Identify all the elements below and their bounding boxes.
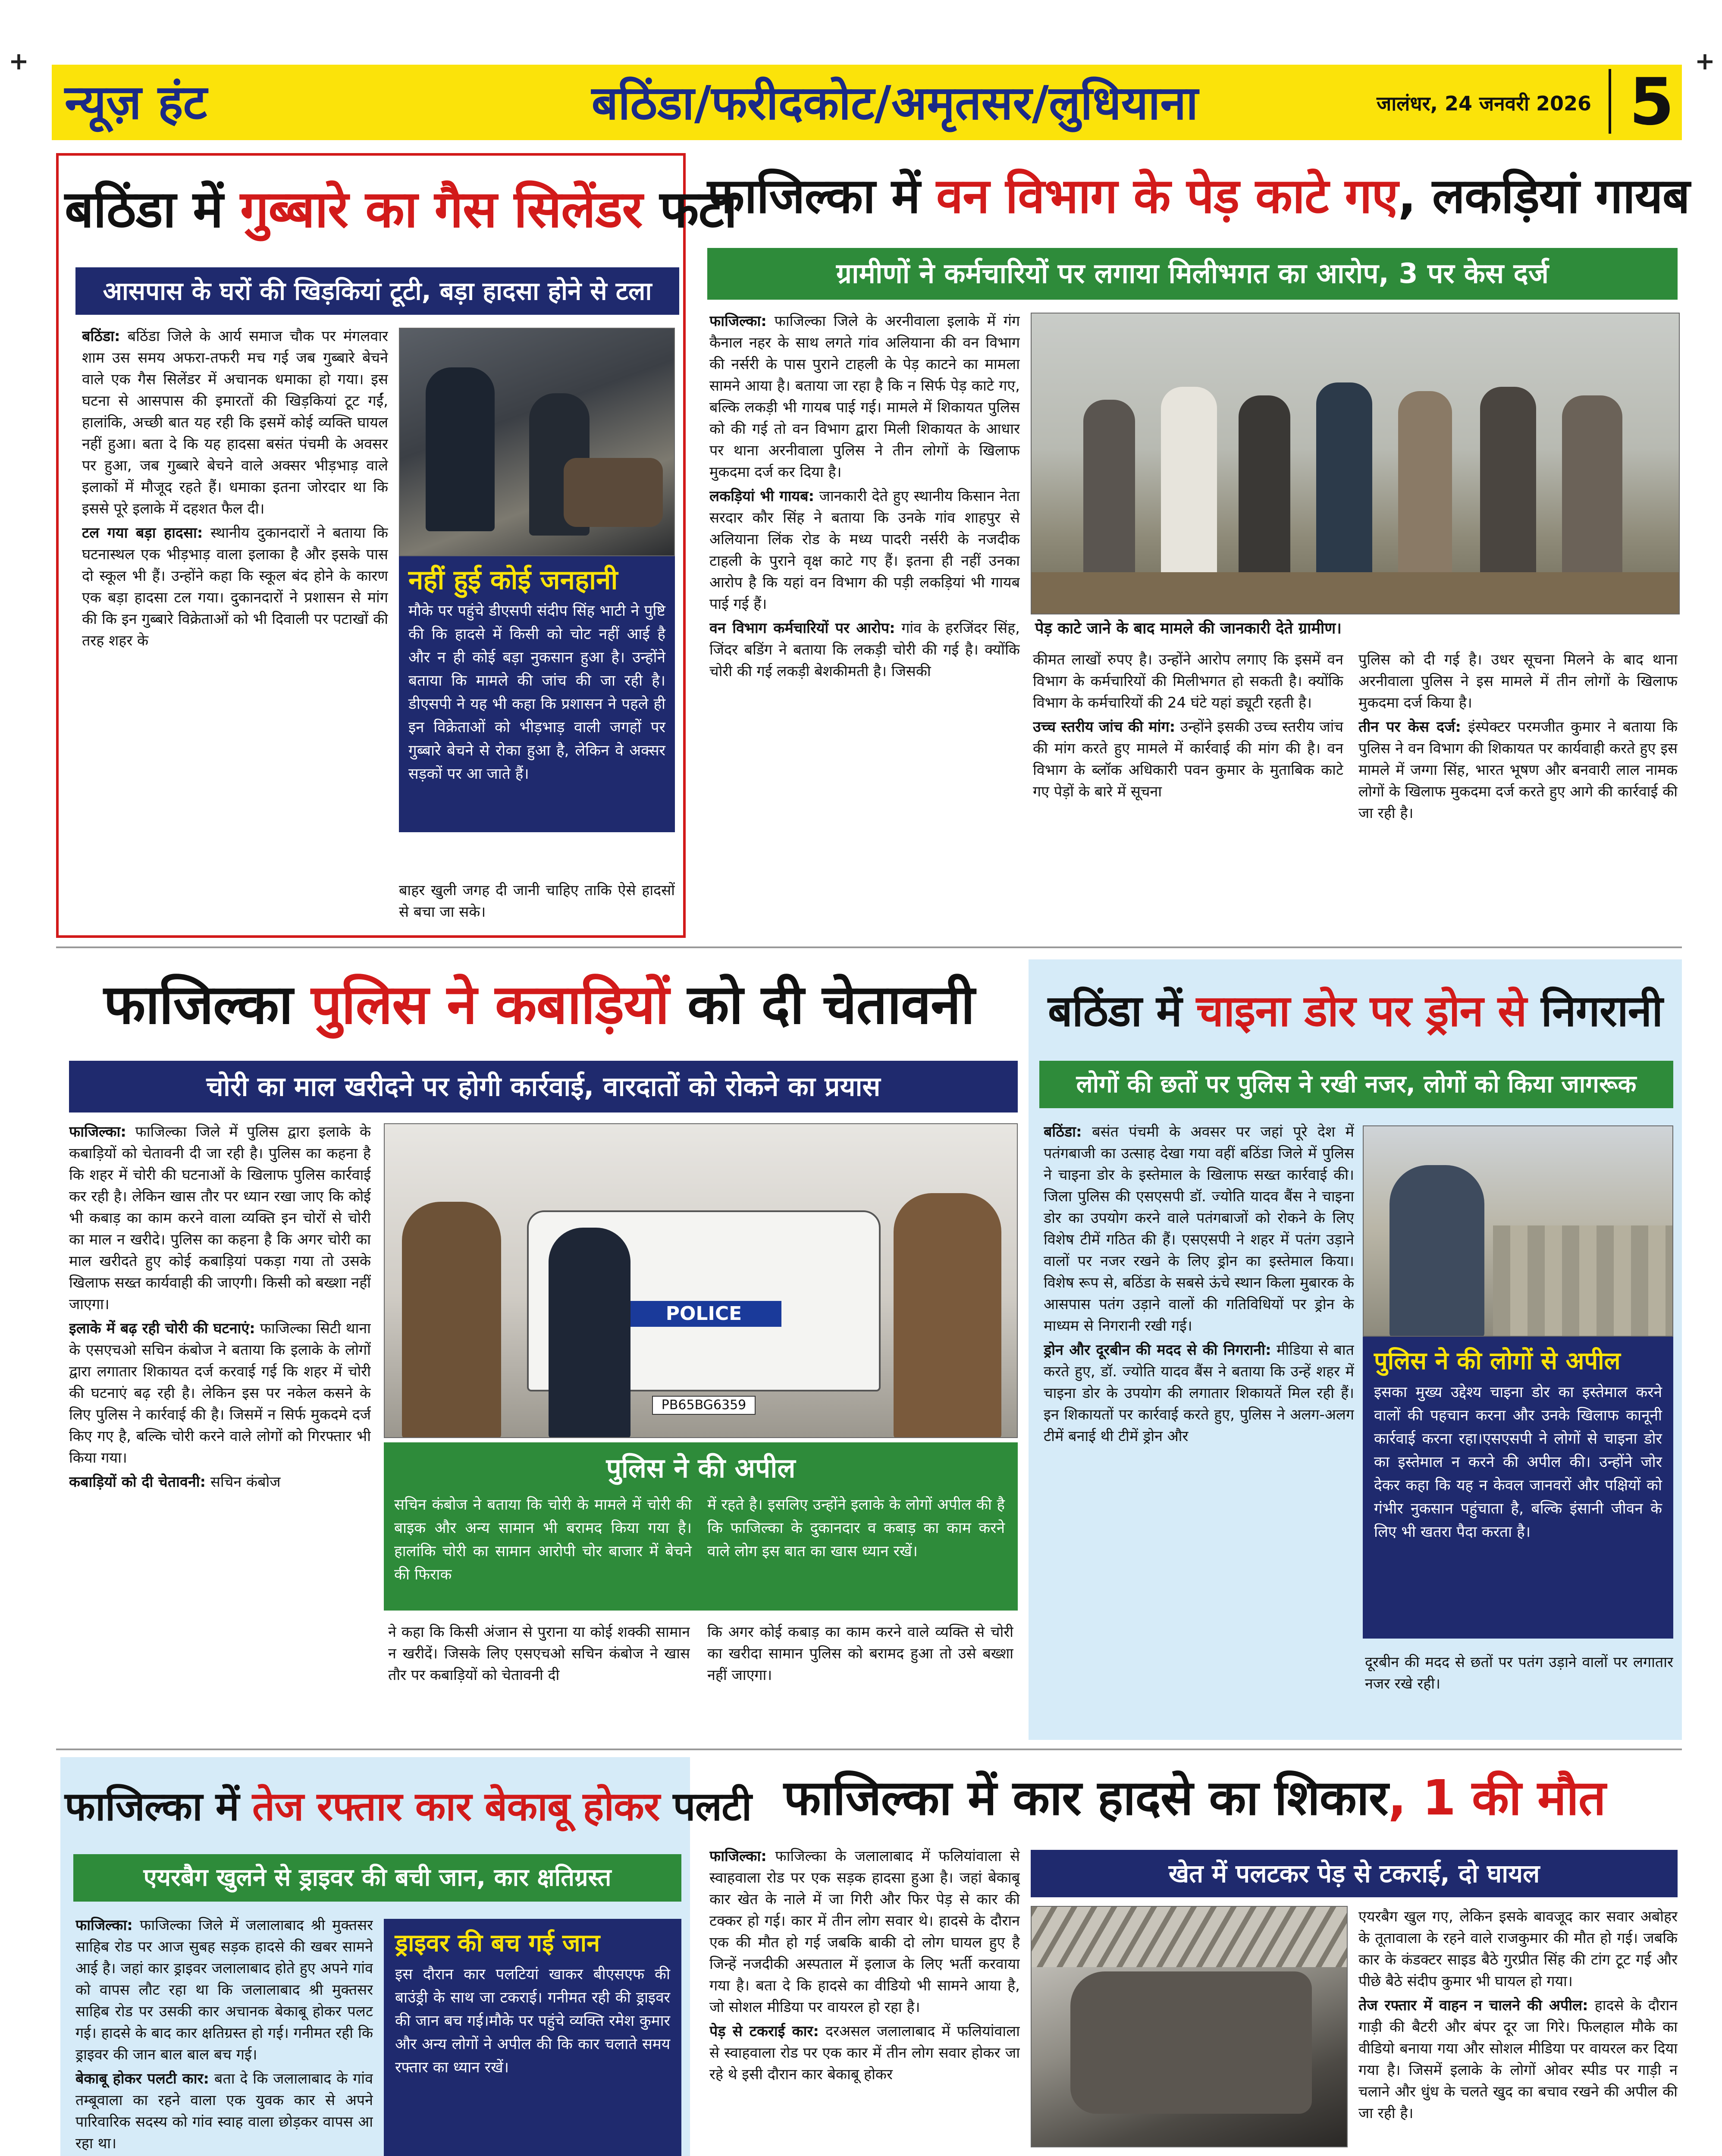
story2-para2: जानकारी देते हुए स्थानीय किसान नेता सरदार कौर सिंह ने बताया कि उनके गांव शाहपुर से अलियाना लिंक रोड के मध्य पादरी नर्सरी के नजदीक टाहली के पुराने वृक्ष काटे गए हैं। इतना ही नहीं उनका आरोप है कि यहां वन विभाग की पड़ी लकड़ियां भी गायब पाई गई हैं।: [709, 488, 1020, 613]
story6-column3: [1358, 1906, 1678, 2156]
story1-subhead: आसपास के घरों की खिड़कियां टूटी, बड़ा हादसा होने से टला: [75, 267, 679, 315]
rule-2: [56, 1749, 1682, 1750]
story3-para3: सचिन कंबोज: [210, 1473, 281, 1491]
story2-subhead: ग्रामीणों ने कर्मचारियों पर लगाया मिलीभगत का आरोप, 3 पर केस दर्ज: [707, 248, 1678, 300]
story1-column1: [82, 326, 388, 929]
story3-headline-a: फाजिल्का: [104, 973, 293, 1036]
story3-infobox-col2: में रहते है। इसलिए उन्होंने इलाके के लोगों अपील की है कि फाजिल्का के दुकानदार व कबाड़ का काम करने वाले लोग इस बात का खास ध्यान रखें।: [707, 1496, 1005, 1560]
story5-subhead: एयरबैग खुलने से ड्राइवर की बची जान, कार क्षतिग्रस्त: [73, 1854, 681, 1902]
story6-photo-branches: [1032, 1907, 1348, 1967]
story2-col3-para1: पुलिस को दी गई है। उधर सूचना मिलने के बाद थाना अरनीवाला पुलिस ने इस मामले में तीन लोगों के खिलाफ मुकदमा दर्ज किया है।: [1358, 651, 1678, 711]
story4-column1: [1044, 1121, 1354, 1733]
story1-photo-debris: [564, 458, 663, 527]
story2-column3: [1358, 649, 1678, 934]
story2-photo-person3: [1239, 395, 1290, 602]
story2-crosshead3: उच्च स्तरीय जांच की मांग:: [1033, 718, 1176, 736]
story4-crosshead: ड्रोन और दूरबीन की मदद से की निगरानी:: [1044, 1341, 1271, 1359]
logo-text: न्यूज़ हंट: [65, 75, 207, 130]
story3-para1: फाजिल्का जिले में पुलिस द्वारा इलाके के कबाड़ियों को चेतावनी दी जा रही है। पुलिस का कहना है कि शहर में चोरी की घटनाओं के खिलाफ पुलिस कार्रवाई कर रही है। लेकिन खास तौर पर ध्यान रखा जाए कि कोई भी कबाड़ का काम करने वाला व्यक्ति इन चोरों से चोरी का माल न खरीदे। पुलिस का कहना है कि अगर चोरी का माल खरीदते हुए कोई कबाड़ियां पकड़ा गया तो उसके खिलाफ सख्त कार्यवाही की जाएगी। किसी को बख्शा नहीं जाएगा।: [69, 1123, 371, 1313]
story3-column2-tail: ने कहा कि किसी अंजान से पुराना या कोई शक्की सामान न खरीदें। जिसके लिए एसएचओ सचिन कंबोज ने खास तौर पर कबाड़ियों को चेतावनी दी: [388, 1623, 690, 1684]
story3-column3-tail: कि अगर कोई कबाड़ का काम करने वाले व्यक्ति से चोरी का खरीदा सामान पुलिस को बरामद हुआ तो उसे बख्शा नहीं जाएगा।: [707, 1623, 1013, 1684]
story5-para2: बता दे कि जलालाबाद के गांव तम्बूवाला का रहने वाला एक युवक कार से अपने पारिवारिक सदस्य को गांव स्वाह वाला छोड़कर वापस आ रहा था।: [75, 2070, 373, 2152]
story1-photo-figure: [426, 367, 495, 531]
story1-headline: [65, 172, 737, 246]
story4-para1: बसंत पंचमी के अवसर पर जहां पूरे देश में पतंगबाजी का उत्साह देखा गया वहीं बठिंडा जिले में पुलिस ने चाइना डोर के इस्तेमाल के खिलाफ सख्त कार्रवाई की। जिला पुलिस की एसएसपी डॉ. ज्योति यादव बैंस ने चाइना डोर का उपयोग करने वाले पतंगबाजों को रोकने के लिए विशेष टीमें गठित की हैं। एसएसपी ने शहर में पतंग उड़ाने वालों पर नजर रखने के लिए ड्रोन का इस्तेमाल किया। विशेष रूप से, बठिंडा के सबसे ऊंचे स्थान किला मुबारक के आसपास पतंग उड़ाने वालों की गतिविधियों पर ड्रोन के माध्यम से निगरानी रखी गई।: [1044, 1123, 1354, 1335]
story5-headline-a: फाजिल्का में: [65, 1783, 239, 1830]
story2-para1: फाजिल्का जिले के अरनीवाला इलाके में गंग कैनाल नहर के साथ लगते गांव अलियाना की वन विभाग की नर्सरी के पास पुराने टाहली के पेड़ काटने का मामला सामने आया है। बताया जा रहा है कि न सिर्फ पेड़ काटे गए, बल्कि लकड़ी भी गायब पाई गई। मामले में शिकायत पुलिस को की गई तो वन विभाग द्वारा मिली शिकायत के आधार पर थाना अरनीवाला पुलिस ने तीन लोगों के खिलाफ मुकदमा दर्ज कर दिया है।: [709, 313, 1020, 481]
story1-dateline: बठिंडा:: [82, 328, 120, 345]
story5-headline-b: तेज रफ्तार कार बेकाबू होकर: [252, 1783, 660, 1830]
registration-mark-top-left: +: [9, 47, 29, 75]
story4-para2: मीडिया से बात करते हुए, डॉ. ज्योति यादव बैंस ने बताया कि उन्हें शहर में चाइना डोर के उपयोग की लगातार शिकायतें मिल रही हैं। इन शिकायतों पर कार्रवाई करते हुए, पुलिस ने अलग-अलग टीमें बनाई थी टीमें ड्रोन और: [1044, 1341, 1354, 1445]
story5-column1: [75, 1915, 373, 2156]
story2-col3-para2: इंस्पेक्टर परमजीत कुमार ने बताया कि पुलिस ने वन विभाग की शिकायत पर कार्यवाही करते हुए इस मामले में जग्गा सिंह, भारत भूषण और बनवारी लाल नामक लोगों के खिलाफ मुकदमा दर्ज करते हुए आगे की कार्रवाई की जा रही है।: [1358, 718, 1678, 822]
edition-title: बठिंडा/फरीदकोट/अमृतसर/लुधियाना: [591, 76, 1198, 130]
story1-infobox: [399, 556, 675, 832]
story4-subhead: लोगों की छतों पर पुलिस ने रखी नजर, लोगों को किया जागरूक: [1039, 1061, 1673, 1108]
story4-column2-tail: दूरबीन की मदद से छतों पर पतंग उड़ाने वालों पर लगातार नजर रखे रही।: [1365, 1654, 1673, 1692]
story4-dateline: बठिंडा:: [1044, 1123, 1082, 1141]
story2-photo-person4: [1316, 382, 1372, 602]
story6-para1: फाजिल्का के जलालाबाद में फलियांवाला से स्वाहवाला रोड पर एक सड़क हादसा हुआ है। जहां बेकाबू कार खेत के नाले में जा गिरी और फिर पेड़ से कार की टक्कर हो गई। कार में तीन लोग सवार थे। हादसे के दौरान एक की मौत हो गई जबकि बाकी दो लोग घायल हुए है जिन्हें नजदीकी अस्पताल में इलाज के लिए भर्ती करवाया गया है। बता दे कि हादसे का वीडियो भी सामने आया है, जो सोशल मीडिया पर वायरल हो रहा है।: [709, 1848, 1020, 2016]
story6-headline-b: , 1 की मौत: [1388, 1770, 1606, 1826]
story3-crosshead2: कबाड़ियों को दी चेतावनी:: [69, 1473, 206, 1491]
story2-photo-logs: [1032, 572, 1680, 614]
masthead-divider: [1609, 69, 1611, 134]
story3-dateline: फाजिल्का:: [69, 1123, 126, 1141]
story4-photo-rooftops: [1493, 1225, 1673, 1337]
story5-para1: फाजिल्का जिले में जलालाबाद श्री मुक्तसर साहिब रोड पर आज सुबह सड़क हादसे की खबर सामने आई है। जहां कार ड्राइवर जलालाबाद होते हुए अपने गांव को वापस लौट रहा था कि जलालाबाद श्री मुक्तसर साहिब रोड पर उसकी कार अचानक बेकाबू होकर पलट गई। हादसे के बाद कार क्षतिग्रस्त हो गई। गनीमत रही कि ड्राइवर की जान बाल बाल बच गई।: [75, 1917, 373, 2063]
story2-photo-person6: [1480, 387, 1536, 602]
story2-headline-c: , लकड़ियां गायब: [1398, 168, 1690, 224]
rule-1: [56, 946, 1682, 948]
story2-crosshead4: तीन पर केस दर्ज:: [1358, 718, 1461, 736]
story6-headline: [707, 1759, 1682, 1837]
story2-headline-b: वन विभाग के पेड़ काटे गए: [936, 168, 1398, 224]
story6-subhead: खेत में पलटकर पेड़ से टकराई, दो घायल: [1031, 1850, 1678, 1897]
story1-infobox-text: मौके पर पहुंचे डीएसपी संदीप सिंह भाटी ने पुष्टि की कि हादसे में किसी को चोट नहीं आई है और न ही कोई बड़ा नुकसान हुआ है। उन्होंने बताया कि मामले की जांच की जा रही है। डीएसपी ने यह भी कहा कि प्रशासन ने पहले ही इन विक्रेताओं को भीड़भाड़ वाली जगहों पर गुब्बारे बेचने से रोका हुआ है, लेकिन वे अक्सर सड़कों पर आ जाते हैं।: [408, 602, 665, 783]
story2-crosshead1: लकड़ियां भी गायब:: [709, 488, 815, 505]
story2-dateline: फाजिल्का:: [709, 313, 767, 330]
story3-photo-plate: PB65BG6359: [652, 1396, 756, 1415]
masthead-logo: [65, 67, 289, 138]
story1-headline-b: गुब्बारे का गैस सिलेंडर: [240, 179, 643, 239]
story3-column1: [69, 1121, 371, 1738]
story4-headline-c: निगरानी: [1541, 986, 1663, 1036]
story2-column2: [1033, 649, 1343, 934]
story3-photo: [384, 1123, 1018, 1438]
story1-crosshead: टल गया बड़ा हादसा:: [82, 524, 203, 542]
story2-crosshead2: वन विभाग कर्मचारियों पर आरोप:: [709, 620, 895, 637]
story6-column1: [709, 1846, 1020, 2156]
story3-headline: [60, 962, 1018, 1048]
story3-headline-b: पुलिस ने कबाड़ियों: [311, 973, 669, 1036]
story6-crosshead3: तेज रफ्तार में वाहन न चालने की अपील:: [1358, 1997, 1588, 2014]
story4-infobox-text: इसका मुख्य उद्देश्य चाइना डोर का इस्तेमाल करने वालों की पहचान करना और उनके खिलाफ कानूनी कार्रवाई करना रहा।एसएसपी ने लोगों से चाइना डोर का इस्तेमाल न करने की अपील की। उन्होंने जोर देकर कहा कि यह न केवल जानवरों और पक्षियों को गंभीर नुकसान पहुंचाता है, बल्कि इंसानी जीवन के लिए भी खतरा पैदा करता है।: [1374, 1384, 1662, 1541]
registration-mark-top-right: +: [1695, 47, 1715, 75]
story2-headline: [707, 160, 1690, 233]
story2-photo: [1031, 313, 1680, 614]
story1-photo: [399, 328, 675, 556]
story2-column1: [709, 310, 1020, 936]
story6-photo: [1031, 1906, 1348, 2147]
story3-subhead: चोरी का माल खरीदने पर होगी कार्रवाई, वारदातों को रोकने का प्रयास: [69, 1061, 1018, 1112]
story2-col2-para1: कीमत लाखों रुपए है। उन्होंने आरोप लगाए कि इसमें वन विभाग के कर्मचारियों की मिलीभगत हो सकती है। क्योंकि विभाग के कर्मचारियों की 24 घंटे यहां ड्यूटी रहती है।: [1033, 651, 1343, 711]
story3-infobox: [384, 1442, 1018, 1611]
page-number: 5: [1629, 65, 1675, 140]
story3-photo-officer2: [549, 1228, 630, 1438]
story5-headline-c: पलटी: [673, 1783, 752, 1830]
story2-photo-person7: [1562, 395, 1622, 602]
story1-headline-a: बठिंडा में: [65, 179, 223, 239]
story3-photo-officer1: [402, 1202, 501, 1438]
story4-headline: [1033, 975, 1678, 1048]
story6-col3-para1: एयरबैग खुल गए, लेकिन इसके बावजूद कार सवार अबोहर के तूतावाला के रहने वाले राजकुमार की मौत हो गई। जबकि कार के कंडक्टर साइड बैठे गुरप्रीत सिंह की टांग टूट गई और पीछे बैठे संदीप कुमार भी घायल हो गया।: [1358, 1908, 1678, 1990]
story2-col2-para2: उन्होंने इसकी उच्च स्तरीय जांच की मांग करते हुए मामले में कार्रवाई की मांग की है। वन विभाग के ब्लॉक अधिकारी पवन कुमार के मुताबिक काटे गए पेड़ों के बारे में सूचना: [1033, 718, 1343, 800]
story2-photo-person2: [1161, 387, 1217, 602]
story5-crosshead: बेकाबू होकर पलटी कार:: [75, 2070, 210, 2087]
story1-column2-tail: बाहर खुली जगह दी जानी चाहिए ताकि ऐसे हादसों से बचा जा सके।: [399, 882, 675, 921]
story2-para3: गांव के हरजिंदर सिंह, जिंदर बडिंग ने बताया कि लकड़ी चोरी की गई है। क्योंकि चोरी की गई लकड़ी बेशकीमती है। जिसकी: [709, 620, 1020, 680]
story6-headline-a: फाजिल्का में कार हादसे का शिकार: [784, 1770, 1388, 1826]
story6-para2: दरअसल जलालाबाद में फलियांवाला से स्वाहवाला रोड पर एक कार में तीन लोग सवार होकर जा रहे थे इसी दौरान कार बेकाबू होकर: [709, 2023, 1020, 2083]
story6-dateline: फाजिल्का:: [709, 1848, 767, 1865]
story5-infobox-title: ड्राइवर की बच गई जान: [395, 1929, 600, 1957]
story1-para2: स्थानीय दुकानदारों ने बताया कि घटनास्थल एक भीड़भाड़ वाला इलाका है और इसके पास दो स्कूल भी हैं। उन्होंने कहा कि स्कूल बंद होने के कारण एक बड़ा हादसा टल गया। दुकानदारों ने प्रशासन से मांग की कि इन गुब्बारे विक्रेताओं को भी दिवाली पर पटाखों की तरह शहर के: [82, 524, 388, 649]
story3-photo-vehicle-label: POLICE: [626, 1301, 781, 1327]
story1-headline-c: फटा: [659, 179, 737, 239]
story3-crosshead1: इलाके में बढ़ रही चोरी की घटनाएं:: [69, 1320, 255, 1337]
story1-para1: बठिंडा जिले के आर्य समाज चौक पर मंगलवार शाम उस समय अफरा-तफरी मच गई जब गुब्बारे बेचने वाले एक गैस सिलेंडर में अचानक धमाका हो गया। इस घटना से आसपास की इमारतों की खिड़कियां टूट गईं, हालांकि, अच्छी बात यह रही कि इसमें कोई व्यक्ति घायल नहीं हुआ। बता दे कि यह हादसा बसंत पंचमी के अवसर पर हुआ, जब गुब्बारे बेचने वाले अक्सर भीड़भाड़ वाले इलाकों में मौजूद रहते हैं। धमाका इतना जोरदार था कि इससे पूरे इलाके में दहशत फैल दी।: [82, 328, 388, 517]
story5-infobox: [384, 1919, 681, 2156]
story6-col3-para2: हादसे के दौरान गाड़ी की बैटरी और बंपर दूर जा गिरे। फिलहाल मौके का वीडियो बनाया गया और सोशल मीडिया पर वायरल कर दिया गया है। जिसमें इलाके के लोगों ओवर स्पीड पर गाड़ी न चलाने और धुंध के चलते खुद का बचाव रखने की अपील की जा रही है।: [1358, 1997, 1678, 2122]
story3-para2: फाजिल्का सिटी थाना के एसएचओ सचिन कंबोज ने बताया कि इलाके के लोगों द्वारा लगातार शिकायत दर्ज करवाई गई कि शहर में चोरी की घटनाएं बढ़ रही है। लेकिन इस पर नकेल कसने के लिए पुलिस ने कार्रवाई की है। जिसमें न सिर्फ मुकदमे दर्ज किए गए है, बल्कि चोरी करने वाले लोगों को गिरफ्तार भी किया गया।: [69, 1320, 371, 1467]
story1-infobox-title: नहीं हुई कोई जनहानी: [408, 564, 618, 595]
story4-photo: [1363, 1125, 1673, 1337]
story4-photo-officer: [1390, 1165, 1484, 1337]
story2-photo-person1: [1083, 400, 1135, 598]
story4-headline-b: चाइना डोर पर ड्रोन से: [1196, 986, 1527, 1036]
story5-dateline: फाजिल्का:: [75, 1917, 133, 1934]
story4-infobox-title: पुलिस ने की लोगों से अपील: [1374, 1347, 1621, 1375]
story3-photo-officer3: [894, 1193, 1001, 1438]
story5-infobox-text: इस दौरान कार पलटियां खाकर बीएसएफ की बाउंड्री के साथ जा टकराई। गनीमत रही की ड्राइवर की जान बच गई।मौके पर पहुंचे व्यक्ति रमेश कुमार और अन्य लोगों ने अपील की कि कार चलाते समय रफ्तार का ध्यान रखें।: [395, 1966, 670, 2076]
story2-photo-person5: [1398, 391, 1452, 602]
issue-date: जालंधर, 24 जनवरी 2026: [1377, 92, 1591, 115]
story6-photo-wreck: [1070, 1971, 1312, 2114]
story4-headline-a: बठिंडा में: [1048, 986, 1182, 1036]
story2-headline-a: फाजिल्का में: [707, 168, 920, 224]
story5-headline: [65, 1772, 752, 1841]
story4-infobox: [1363, 1337, 1673, 1639]
story3-infobox-col1: सचिन कंबोज ने बताया कि चोरी के मामले में चोरी की बाइक और अन्य सामान भी बरामद किया गया है। हालांकि चोरी का सामान आरोपी चोर बाजार में बेचने की फिराक: [394, 1496, 692, 1583]
story6-crosshead1: पेड़ से टकराई कार:: [709, 2023, 819, 2040]
story2-photo-caption: पेड़ काटे जाने के बाद मामले की जानकारी देते ग्रामीण।: [1031, 617, 1680, 642]
story3-infobox-title: पुलिस ने की अपील: [606, 1452, 796, 1484]
story3-headline-c: को दी चेतावनी: [687, 973, 975, 1036]
